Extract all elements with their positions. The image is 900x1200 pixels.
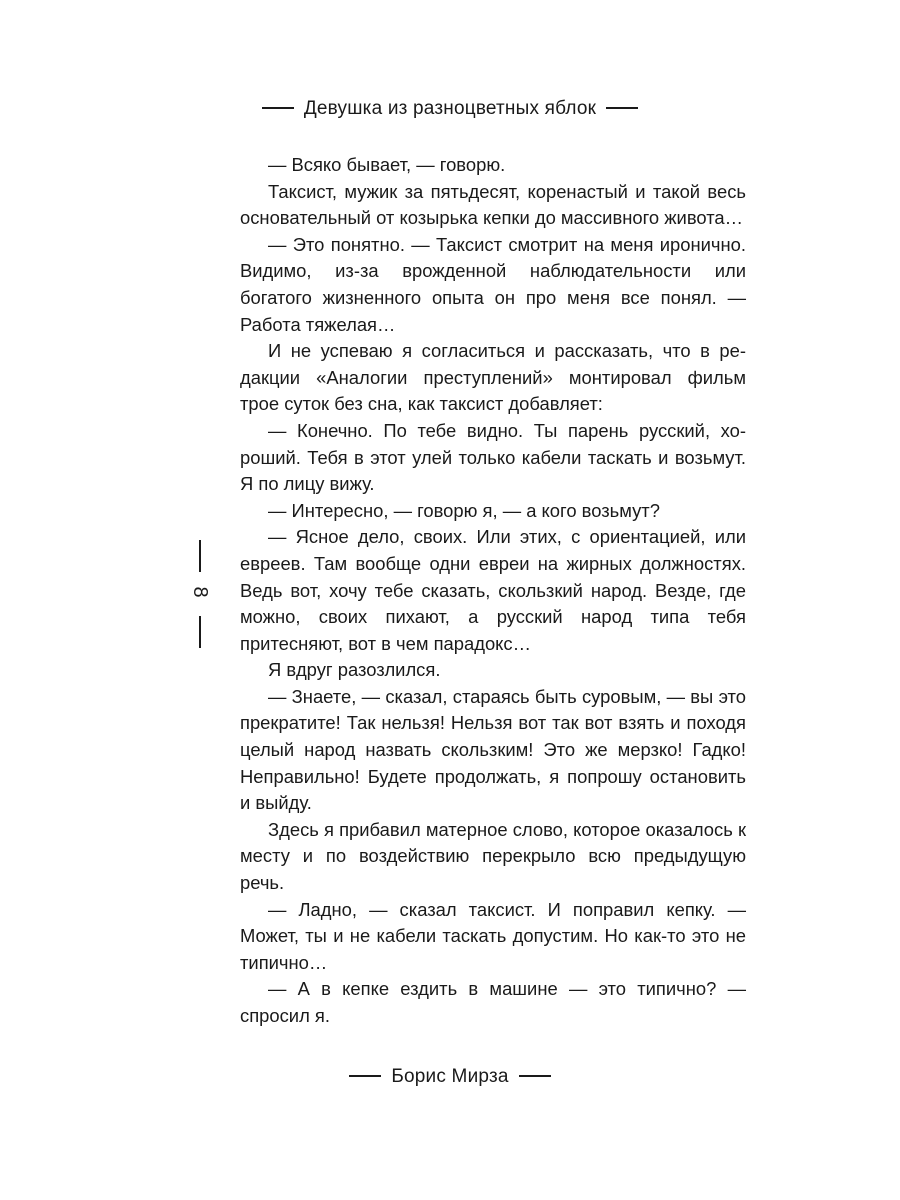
paragraph: Таксист, мужик за пятьдесят, коренастый и такой весь основательный от козырька кепки до массивного живота… <box>240 180 746 229</box>
header-dash-left <box>262 107 294 109</box>
paragraph: И не успеваю я согласиться и рассказать, что в редакции «Аналогии преступлений» монтировал фильм трое суток без сна, как таксист добавляет: <box>240 340 746 415</box>
paragraph: — Знаете, — сказал, стараясь быть суровым, — вы это прекратите! Так нельзя! Нельзя вот так вот взять и походя целый народ назвать скользким! Это же мерзко! Гадко! Неправильно! Будете продолжать, я попрошу остановить и выйду. <box>240 685 746 814</box>
body-text <box>240 152 746 1030</box>
footer-dash-right <box>519 1075 551 1077</box>
paragraph: — Это понятно. — Таксист смотрит на меня иронично. Видимо, из-за врожденной наблюдательности или богатого жизненного опыта он про меня все понял. — Работа тяжелая… <box>240 233 746 335</box>
book-author: Борис Мирза <box>391 1066 509 1087</box>
book-title: Девушка из разноцветных яблок <box>303 98 597 119</box>
paragraph: Здесь я прибавил матерное слово, которое оказалось к месту и по воздействию перекрыло всю предыдущую речь. <box>240 818 746 894</box>
paragraph: — Интересно, — говорю я, — а кого возьмут? <box>268 499 660 521</box>
page-number: 8 <box>189 586 211 598</box>
header-dash-right <box>606 107 638 109</box>
paragraph: — Ясное дело, своих. Или этих, с ориентацией, или евреев. Там вообще одни евреи на жирных должностях. Ведь вот, хочу тебе сказать, скользкий народ. Везде, где можно, своих пихают, а русский народ типа тебя притесняют, вот в чем парадокс… <box>240 526 746 654</box>
footer-dash-left <box>349 1075 381 1077</box>
paragraph: — Конечно. По тебе видно. Ты парень русский, хороший. Тебя в этот улей только кабели таскать и возьмут. Я по лицу вижу. <box>240 419 746 495</box>
paragraph: Я вдруг разозлился. <box>268 659 441 681</box>
page-number-bar-bottom <box>199 616 201 648</box>
page-number-bar-top <box>199 540 201 572</box>
paragraph: — А в кепке ездить в машине — это типично? — спросил я. <box>240 978 746 1026</box>
paragraph: — Всяко бывает, — говорю. <box>268 154 506 175</box>
paragraph: — Ладно, — сказал таксист. И поправил кепку. — Может, ты и не кабели таскать допустим. Но как-то это не типично… <box>240 898 746 973</box>
page-number-marker <box>188 540 212 650</box>
running-header <box>0 98 900 120</box>
running-footer <box>0 1066 900 1088</box>
